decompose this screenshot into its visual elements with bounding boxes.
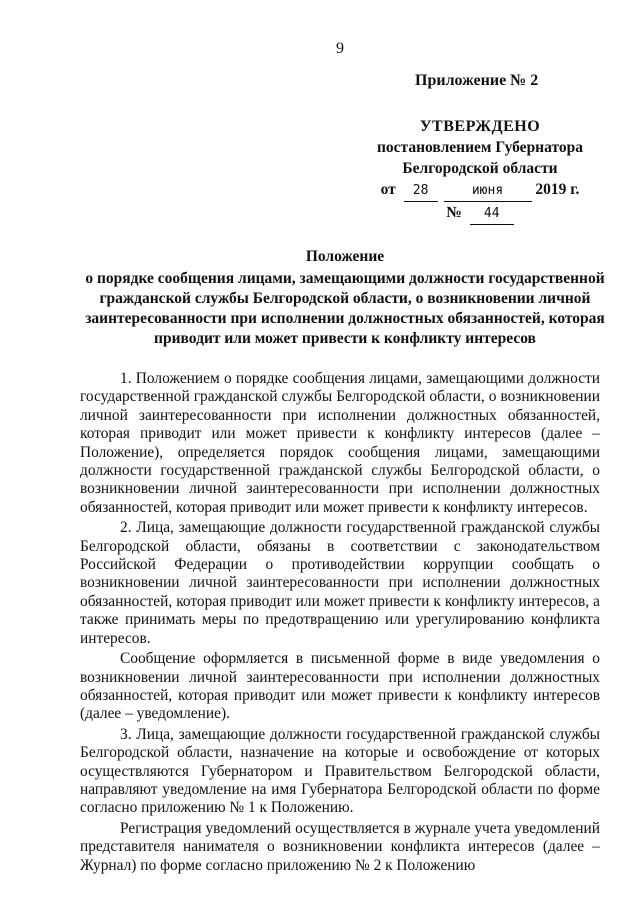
approval-line-1: постановлением Губернатора [377, 139, 583, 156]
document-body [80, 370, 600, 875]
date-year: 2019 г. [535, 181, 580, 198]
number-value: 44 [470, 203, 514, 225]
approval-number [370, 202, 590, 225]
paragraph-4: 3. Лица, замещающие должности государственной гражданской службы Белгородской области, назначение на которые и освобождение от которых осуществляются Губернатором и Правительством Белгородской области, направляют уведомление на имя Губернатора Белгородской области по форме согласно приложению № 1 к Положению. [80, 725, 600, 817]
approval-line-2: Белгородской области [402, 160, 558, 177]
paragraph-1: 1. Положением о порядке сообщения лицами, замещающими должности государственной гражданской службы Белгородской области, о возникновении личной заинтересованности при исполнении должностных обязанностей, которая приводит или может привести к конфликту интересов (далее – Положение), определяется порядок сообщения лицами, замещающими должности государственной гражданской службы Белгородской области, о возникновении личной заинтересованности при исполнении должностных обязанностей, которая приводит или может привести к конфликту интересов. [80, 370, 600, 516]
date-prefix: от [380, 181, 396, 198]
date-day: 28 [404, 180, 438, 202]
date-month: июня [444, 180, 532, 202]
title-word: Положение [305, 248, 385, 265]
page-number: 9 [336, 40, 344, 57]
appendix-label: Приложение № 2 [415, 72, 539, 89]
paragraph-5: Регистрация уведомлений осуществляется в журнале учета уведомлений представителя нанимателя о возникновении конфликта интересов (далее – Журнал) по форме согласно приложению № 2 к Положению [80, 819, 600, 874]
approval-date [370, 179, 590, 202]
title-text: о порядке сообщения лицами, замещающими должности государственной гражданской службы Белгородской области, о возникновении личной заинтересованности при исполнении должностных обязанностей, которая приводит или может привести к конфликту интересов [85, 270, 605, 347]
paragraph-3: Сообщение оформляется в письменной форме в виде уведомления о возникновении личной заинтересованности при исполнении должностных обязанностей, которая приводит или может привести к конфликту интересов (далее – уведомление). [80, 650, 600, 723]
approval-stamp-block [370, 82, 590, 225]
document-title [80, 247, 610, 349]
number-prefix: № [446, 204, 462, 221]
approved-heading: УТВЕРЖДЕНО [419, 118, 541, 135]
paragraph-2: 2. Лица, замещающие должности государственной гражданской службы Белгородской области, обязаны в соответствии с законодательством Российской Федерации о противодействии коррупции сообщать о возникновении личной заинтересованности при исполнении должностных обязанностей, которая приводит или может привести к конфликту интересов, а также принимать меры по предотвращению или урегулированию конфликта интересов. [80, 519, 600, 647]
